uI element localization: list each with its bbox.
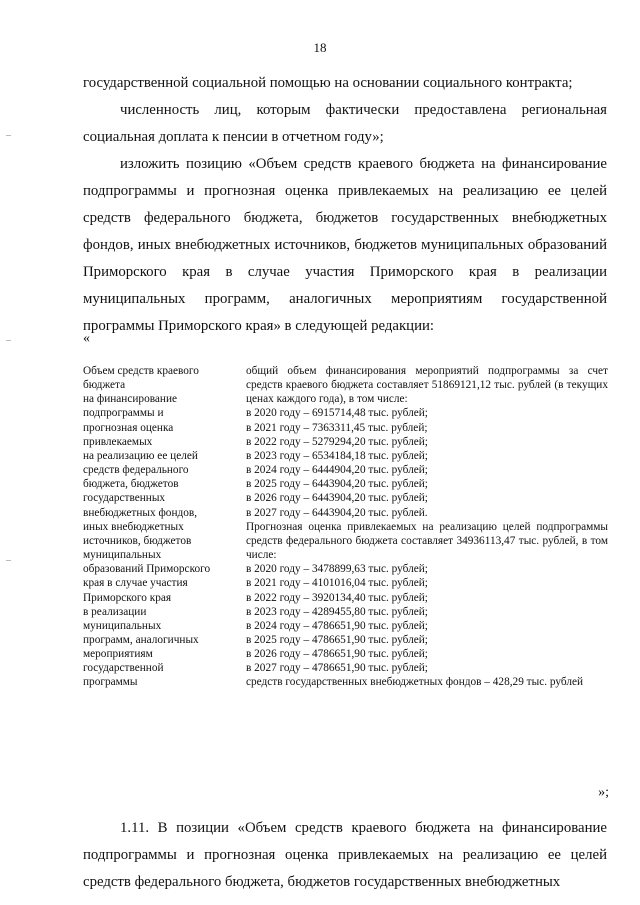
label-line: бюджета, бюджетов bbox=[83, 478, 179, 491]
label-line: привлекаемых bbox=[83, 435, 153, 448]
margin-mark bbox=[6, 560, 11, 561]
label-line: подпрограммы и bbox=[83, 407, 164, 420]
regional-year-line: в 2023 году – 6534184,18 тыс. рублей; bbox=[246, 449, 428, 462]
paragraph: численность лиц, которым фактически предоставлена региональная социальная доплата к пенсии в отчетном году»; bbox=[83, 102, 607, 145]
federal-year-line: в 2022 году – 3920134,40 тыс. рублей; bbox=[246, 591, 428, 604]
regional-year-line: в 2020 году – 6915714,48 тыс. рублей; bbox=[246, 407, 428, 420]
federal-year-line: в 2021 году – 4101016,04 тыс. рублей; bbox=[246, 577, 428, 590]
label-line: государственной bbox=[83, 662, 164, 675]
federal-year-line: в 2023 году – 4289455,80 тыс. рублей; bbox=[246, 605, 428, 618]
regional-year-line: в 2025 году – 6443904,20 тыс. рублей; bbox=[246, 478, 428, 491]
label-line: муниципальных bbox=[83, 549, 162, 562]
regional-budget-intro: общий объем финансирования мероприятий подпрограммы за счет средств краевого бюджета составляет 51869121,12 тыс. рублей (в текущих ценах каждого года), в том числе: bbox=[246, 365, 608, 406]
label-line: мероприятиям bbox=[83, 648, 153, 661]
paragraph: изложить позицию «Объем средств краевого бюджета на финансирование подпрограммы и прогнозная оценка привлекаемых на реализацию ее целей средств федерального бюджета, бюджетов государственных внебюджетных фондов, иных внебюджетных источников, бюджетов муниципальных образований Приморского края в случае участия Приморского края в реализации муниципальных программ, аналогичных мероприятиям государственной программы Приморского края» в следующей редакции: bbox=[83, 156, 607, 334]
federal-year-line: в 2020 году – 3478899,63 тыс. рублей; bbox=[246, 563, 428, 576]
opening-quote: « bbox=[83, 331, 90, 346]
position-label bbox=[83, 364, 233, 690]
federal-year-line: в 2024 году – 4786651,90 тыс. рублей; bbox=[246, 619, 428, 632]
regional-year-line: в 2022 году – 5279294,20 тыс. рублей; bbox=[246, 435, 428, 448]
regional-year-line: в 2024 году – 6444904,20 тыс. рублей; bbox=[246, 464, 428, 477]
closing-quote: »; bbox=[598, 785, 609, 800]
label-line: Приморского края bbox=[83, 591, 172, 604]
label-line: программы bbox=[83, 676, 138, 689]
label-line: края в случае участия bbox=[83, 577, 188, 590]
label-line: образований Приморского bbox=[83, 563, 211, 576]
offbudget-funds-line: средств государственных внебюджетных фондов – 428,29 тыс. рублей bbox=[246, 676, 584, 689]
label-line: прогнозная оценка bbox=[83, 421, 174, 434]
label-line: муниципальных bbox=[83, 619, 162, 632]
label-line: в реализации bbox=[83, 605, 147, 618]
federal-year-line: в 2025 году – 4786651,90 тыс. рублей; bbox=[246, 633, 428, 646]
margin-mark bbox=[6, 340, 11, 341]
label-line: внебюджетных фондов, bbox=[83, 506, 198, 519]
paragraph: 1.11. В позиции «Объем средств краевого бюджета на финансирование подпрограммы и прогнозная оценка привлекаемых на реализацию ее целей средств федерального бюджета, бюджетов государственных внебюджетных bbox=[83, 820, 607, 890]
label-line: иных внебюджетных bbox=[83, 520, 184, 533]
paragraph: государственной социальной помощью на основании социального контракта; bbox=[83, 75, 573, 91]
label-line: на финансирование bbox=[83, 393, 178, 406]
label-line: на реализацию ее целей bbox=[83, 449, 198, 462]
label-line: Объем средств краевого bbox=[83, 365, 199, 377]
label-line: средств федерального bbox=[83, 464, 189, 477]
label-line: государственных bbox=[83, 492, 166, 505]
position-value bbox=[246, 364, 608, 690]
federal-year-line: в 2027 году – 4786651,90 тыс. рублей; bbox=[246, 662, 428, 675]
federal-budget-intro: Прогнозная оценка привлекаемых на реализацию целей подпрограммы средств федерального бюджета составляет 34936113,47 тыс. рублей, в том числе: bbox=[246, 520, 608, 562]
margin-mark bbox=[6, 135, 11, 136]
regional-year-line: в 2026 году – 6443904,20 тыс. рублей; bbox=[246, 492, 428, 505]
regional-year-line: в 2021 году – 7363311,45 тыс. рублей; bbox=[246, 421, 428, 434]
funding-table bbox=[83, 364, 609, 754]
label-line: бюджета bbox=[83, 379, 126, 392]
label-line: источников, бюджетов bbox=[83, 534, 192, 547]
label-line: программ, аналогичных bbox=[83, 633, 199, 646]
regional-year-line: в 2027 году – 6443904,20 тыс. рублей. bbox=[246, 506, 428, 519]
federal-year-line: в 2026 году – 4786651,90 тыс. рублей; bbox=[246, 648, 428, 661]
page-number: 18 bbox=[313, 40, 327, 55]
